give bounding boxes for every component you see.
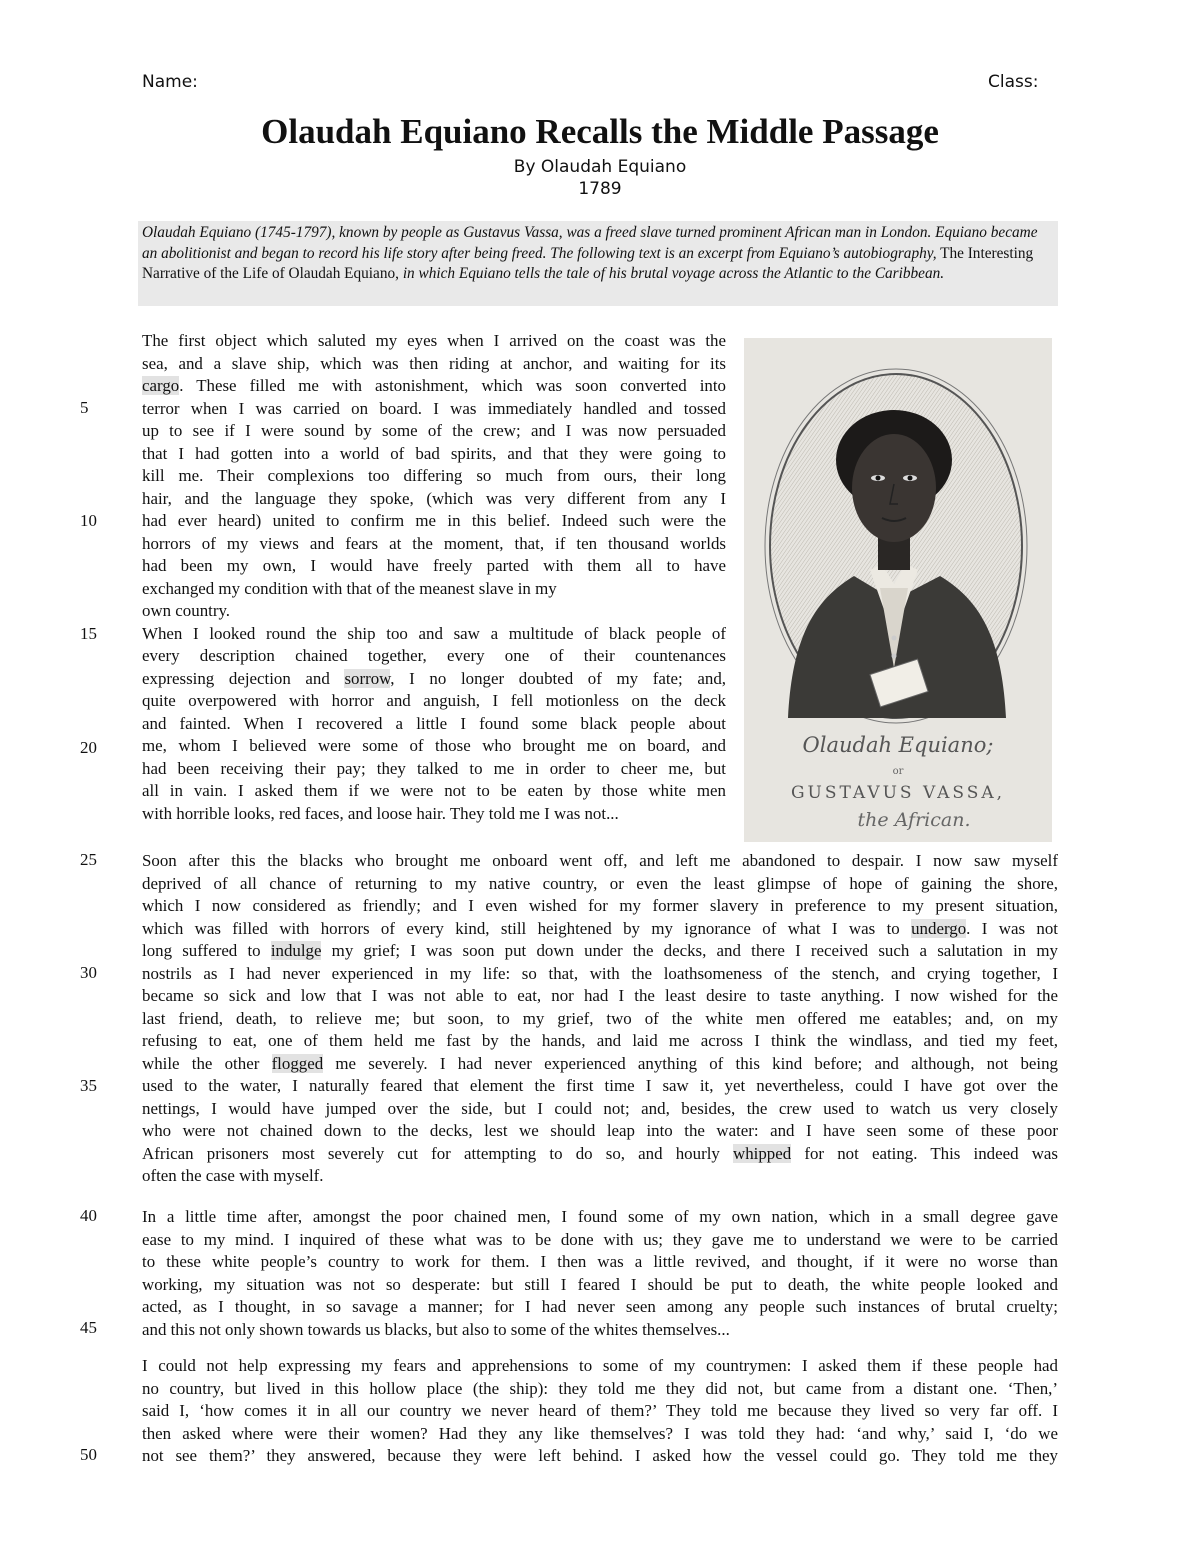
vocab-highlight: sorrow xyxy=(344,668,391,688)
portrait-caption-title: the African. xyxy=(857,809,971,831)
passage-paragraph-4 xyxy=(142,1355,1058,1468)
line-number: 45 xyxy=(80,1318,97,1337)
text-line: When I looked round the ship too and saw a multitude of black people of xyxy=(142,623,726,643)
text-fragment: while the other xyxy=(142,1053,272,1073)
text-line xyxy=(142,1053,1058,1076)
text-line: deprived of all chance of returning to my native country, or even the least glimpse of hope of gaining the shore, xyxy=(142,873,1058,893)
text-line: became so sick and low that I was not able to eat, nor had I the least desire to taste anything. I now wished for the xyxy=(142,986,1058,1005)
text-line: terror when I was carried on board. I was immediately handled and tossed xyxy=(142,398,726,418)
document-title: Olaudah Equiano Recalls the Middle Passage xyxy=(261,112,939,151)
class-label: Class: xyxy=(988,72,1039,92)
text-line: had been my own, I would have freely parted with them all to have xyxy=(142,556,726,575)
text-line xyxy=(142,668,726,691)
text-line: nettings, I would have jumped over the side, but I could not; and, besides, the crew used to watch us very closely xyxy=(142,1098,1058,1118)
byline: By Olaudah Equiano xyxy=(513,157,687,177)
line-number: 5 xyxy=(80,398,89,417)
text-line xyxy=(142,918,1058,941)
vocab-highlight: undergo xyxy=(911,918,967,938)
portrait-caption-alias: GUSTAVUS VASSA, xyxy=(790,783,1006,803)
portrait-engraving xyxy=(744,338,1052,842)
line-number: 50 xyxy=(80,1445,97,1464)
text-fragment: my grief; I was soon put down under the decks, and there I received such a salutation in my xyxy=(321,941,1058,960)
line-number: 10 xyxy=(80,511,97,530)
intro-box xyxy=(138,221,1058,306)
text-line: me, whom I believed were some of those who brought me on board, and xyxy=(142,736,726,755)
text-line: who were not chained down to the decks, lest we should leap into the water: and I have seen some of these poor xyxy=(142,1121,1058,1140)
text-fragment: long suffered to xyxy=(142,941,271,960)
publication-year: 1789 xyxy=(578,179,622,199)
text-fragment: . These filled me with astonishment, which was soon converted into xyxy=(179,376,726,395)
text-fragment: for not eating. This indeed was xyxy=(791,1143,1059,1163)
text-line: kill me. Their complexions too differing so much from ours, their long xyxy=(142,466,726,485)
text-fragment: which was filled with horrors of every kind, still heightened by my ignorance of what I was to xyxy=(142,918,912,938)
portrait-caption-or: or xyxy=(892,766,904,777)
text-line: Soon after this the blacks who brought me onboard went off, and left me abandoned to despair. I now saw myself xyxy=(142,851,1058,870)
vocab-highlight: flogged xyxy=(271,1053,324,1073)
text-line: In a little time after, amongst the poor chained men, I found some of my own nation, which in a small degree gave xyxy=(142,1207,1058,1226)
text-line xyxy=(142,1143,1058,1166)
text-line: I could not help expressing my fears and apprehensions to some of my countrymen: I asked them if these people had xyxy=(142,1356,1058,1375)
text-line: horrors of my views and fears at the moment, that, if ten thousand worlds xyxy=(142,533,726,553)
line-number: 30 xyxy=(80,963,97,982)
line-number: 40 xyxy=(80,1206,97,1225)
vocab-highlight: cargo xyxy=(142,376,180,395)
text-line xyxy=(142,375,726,398)
text-line: often the case with myself. xyxy=(142,1166,324,1185)
text-line: had been receiving their pay; they talked to me in order to cheer me, but xyxy=(142,758,726,778)
vocab-highlight: whipped xyxy=(733,1143,792,1163)
vocab-highlight: indulge xyxy=(270,941,322,960)
text-line: refusing to eat, one of them held me fast by the hands, and laid me across I think the windlass, and tied my feet, xyxy=(142,1031,1058,1050)
portrait-image xyxy=(744,338,1052,842)
text-line: exchanged my condition with that of the meanest slave in my xyxy=(142,578,557,598)
line-number: 25 xyxy=(80,850,97,869)
text-line: own country. xyxy=(142,601,231,620)
passage-paragraph-2 xyxy=(142,850,1058,1188)
text-line: not see them?’ they answered, because they were left behind. I asked how the vessel could go. They told me they xyxy=(142,1446,1058,1465)
text-line: then asked where were their women? Had they any like themselves? I was told they had: ‘and why,’ said I, ‘do we xyxy=(142,1423,1058,1443)
text-line: said I, ‘how comes it in all our country we never heard of them?’ They told me because they lived so very far off. I xyxy=(142,1401,1058,1420)
text-line: which I now considered as friendly; and I even wished for my former slavery in preference to my present situation, xyxy=(142,896,1058,915)
intro-book-title: The Interesting Narrative of the Life of Olaudah Equiano, xyxy=(142,244,1034,282)
line-number: 20 xyxy=(80,738,97,757)
portrait-caption-name: Olaudah Equiano; xyxy=(802,733,994,757)
text-fragment: expressing dejection and xyxy=(142,668,345,688)
text-line: with horrible looks, red faces, and loose hair. They told me I was not... xyxy=(142,803,619,823)
text-line: up to see if I were sound by some of the crew; and I was now persuaded xyxy=(142,421,726,440)
text-line: all in vain. I asked them if we were not to be eaten by those white men xyxy=(142,781,726,800)
passage-paragraph-3 xyxy=(142,1206,1058,1341)
text-line xyxy=(142,940,1058,963)
text-line: hair, and the language they spoke, (which was very different from any I xyxy=(142,488,726,508)
text-fragment: African prisoners most severely cut for attempting to do so, and hourly xyxy=(142,1143,734,1163)
text-fragment: , I no longer doubted of my fate; and, xyxy=(390,668,727,688)
text-fragment: me severely. I had never experienced anything of this kind before; and although, not being xyxy=(323,1053,1058,1073)
text-line: nostrils as I had never experienced in my life: so that, with the loathsomeness of the stench, and crying together, I xyxy=(142,963,1058,983)
passage-paragraph-1 xyxy=(142,330,726,825)
name-label: Name: xyxy=(142,72,198,92)
intro-text-end: in which Equiano tells the tale of his brutal voyage across the Atlantic to the Caribbean. xyxy=(402,265,945,282)
text-line: sea, and a slave ship, which was then riding at anchor, and waiting for its xyxy=(142,353,726,373)
text-line: to these white people’s country to work for them. I then was a little revived, and thought, if it were no worse than xyxy=(142,1252,1058,1271)
text-line: no country, but lived in this hollow place (the ship): they told me they did not, but came from a distant one. ‘Then,’ xyxy=(142,1378,1058,1398)
text-line: every description chained together, every one of their countenances xyxy=(142,646,726,665)
text-line: and fainted. When I recovered a little I found some black people about xyxy=(142,713,726,733)
text-line: and this not only shown towards us blacks, but also to some of the whites themselves... xyxy=(142,1319,730,1339)
text-line: that I had gotten into a world of bad spirits, and that they were going to xyxy=(142,443,726,463)
text-line: had ever heard) united to confirm me in this belief. Indeed such were the xyxy=(142,511,726,530)
text-line: The first object which saluted my eyes when I arrived on the coast was the xyxy=(142,331,726,350)
intro-text: Olaudah Equiano (1745-1797), known by people as Gustavus Vassa, was a freed slave turned prominent African man in London. Equiano became an abolitionist and began to record his life story after being freed. The following text is an excerpt from Equiano’s autobiography, xyxy=(142,224,1038,262)
line-number: 35 xyxy=(80,1076,97,1095)
text-line: ease to my mind. I inquired of these what was to be done with us; they gave me to understand we were to be carried xyxy=(142,1229,1058,1249)
text-line: working, my situation was not so desperate: but still I feared I should be put to death, the white people looked and xyxy=(142,1274,1058,1294)
text-line: used to the water, I naturally feared that element the first time I saw it, yet nevertheless, could I have got over the xyxy=(142,1076,1058,1095)
line-number: 15 xyxy=(80,624,97,643)
text-line: quite overpowered with horror and anguish, I fell motionless on the deck xyxy=(142,691,726,710)
text-fragment: . I was not xyxy=(966,918,1058,938)
text-line: acted, as I thought, in so savage a manner; for I had never seen among any people such instances of brutal cruelty; xyxy=(142,1297,1058,1316)
text-line: last friend, death, to relieve me; but soon, to my grief, two of the white men offered me eatables; and, on my xyxy=(142,1008,1058,1028)
